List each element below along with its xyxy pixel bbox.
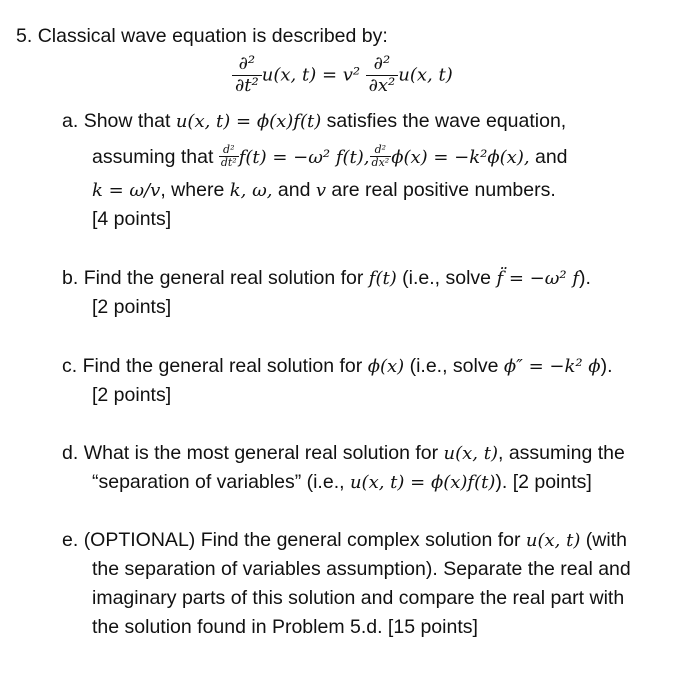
- problem-heading-text: Classical wave equation is described by:: [37, 25, 388, 47]
- part-b-label: b.: [62, 267, 79, 289]
- wave-equation-rhs: u(x, t): [398, 64, 453, 86]
- time-derivative-fraction: $\frac{\text{∂²}}{\text{∂t²}}$: [232, 54, 262, 96]
- part-a-line-2: assuming that $\frac{\text{d²}}{\text{dt²}}$ f(t) = −ω² f(t), $\frac{\text{d²}}{\text{dx²}}$ ϕ(x) = −k²ϕ(x), and: [92, 143, 568, 169]
- part-d-line-1: d. What is the most general real solution for u(x, t), assuming the: [62, 442, 625, 464]
- part-e-line-2: the separation of variables assumption). Separate the real and: [92, 558, 631, 580]
- part-a-line-1: a. Show that u(x, t) = ϕ(x)f(t) satisfies the wave equation,: [62, 110, 567, 132]
- part-b-line-1: b. Find the general real solution for f(t) (i.e., solve f̈ = −ω² f).: [62, 267, 591, 289]
- part-a-points: [4 points]: [92, 208, 172, 230]
- wave-equation: [232, 54, 453, 96]
- wave-equation-lhs: u(x, t) = v²: [261, 64, 361, 86]
- part-d-label: d.: [62, 442, 79, 464]
- problem-number: 5.: [16, 25, 33, 47]
- problem-heading: [16, 27, 388, 47]
- part-d-line-2: “separation of variables” (i.e., u(x, t) = ϕ(x)f(t)). [2 points]: [92, 471, 592, 493]
- part-a-line-3: k = ω/v, where k, ω, and v are real positive numbers.: [92, 179, 556, 201]
- part-c-points: [2 points]: [92, 384, 172, 406]
- part-a-label: a.: [62, 110, 79, 132]
- part-e-line-1: e. (OPTIONAL) Find the general complex solution for u(x, t) (with: [62, 529, 627, 551]
- part-c-label: c.: [62, 355, 78, 377]
- part-b-points: [2 points]: [92, 296, 172, 318]
- part-e-line-3: imaginary parts of this solution and compare the real part with: [92, 587, 625, 609]
- time-second-derivative: $\frac{\text{d²}}{\text{dt²}}$: [220, 143, 237, 169]
- part-c-line-1: c. Find the general real solution for ϕ(x) (i.e., solve ϕ″ = −k² ϕ).: [62, 355, 613, 377]
- space-second-derivative: $\frac{\text{d²}}{\text{dx²}}$: [371, 143, 390, 169]
- space-derivative-fraction: $\frac{\text{∂²}}{\text{∂x²}}$: [366, 54, 399, 96]
- part-e-label: e.: [62, 529, 79, 551]
- part-e-line-4: the solution found in Problem 5.d. [15 points]: [92, 616, 478, 638]
